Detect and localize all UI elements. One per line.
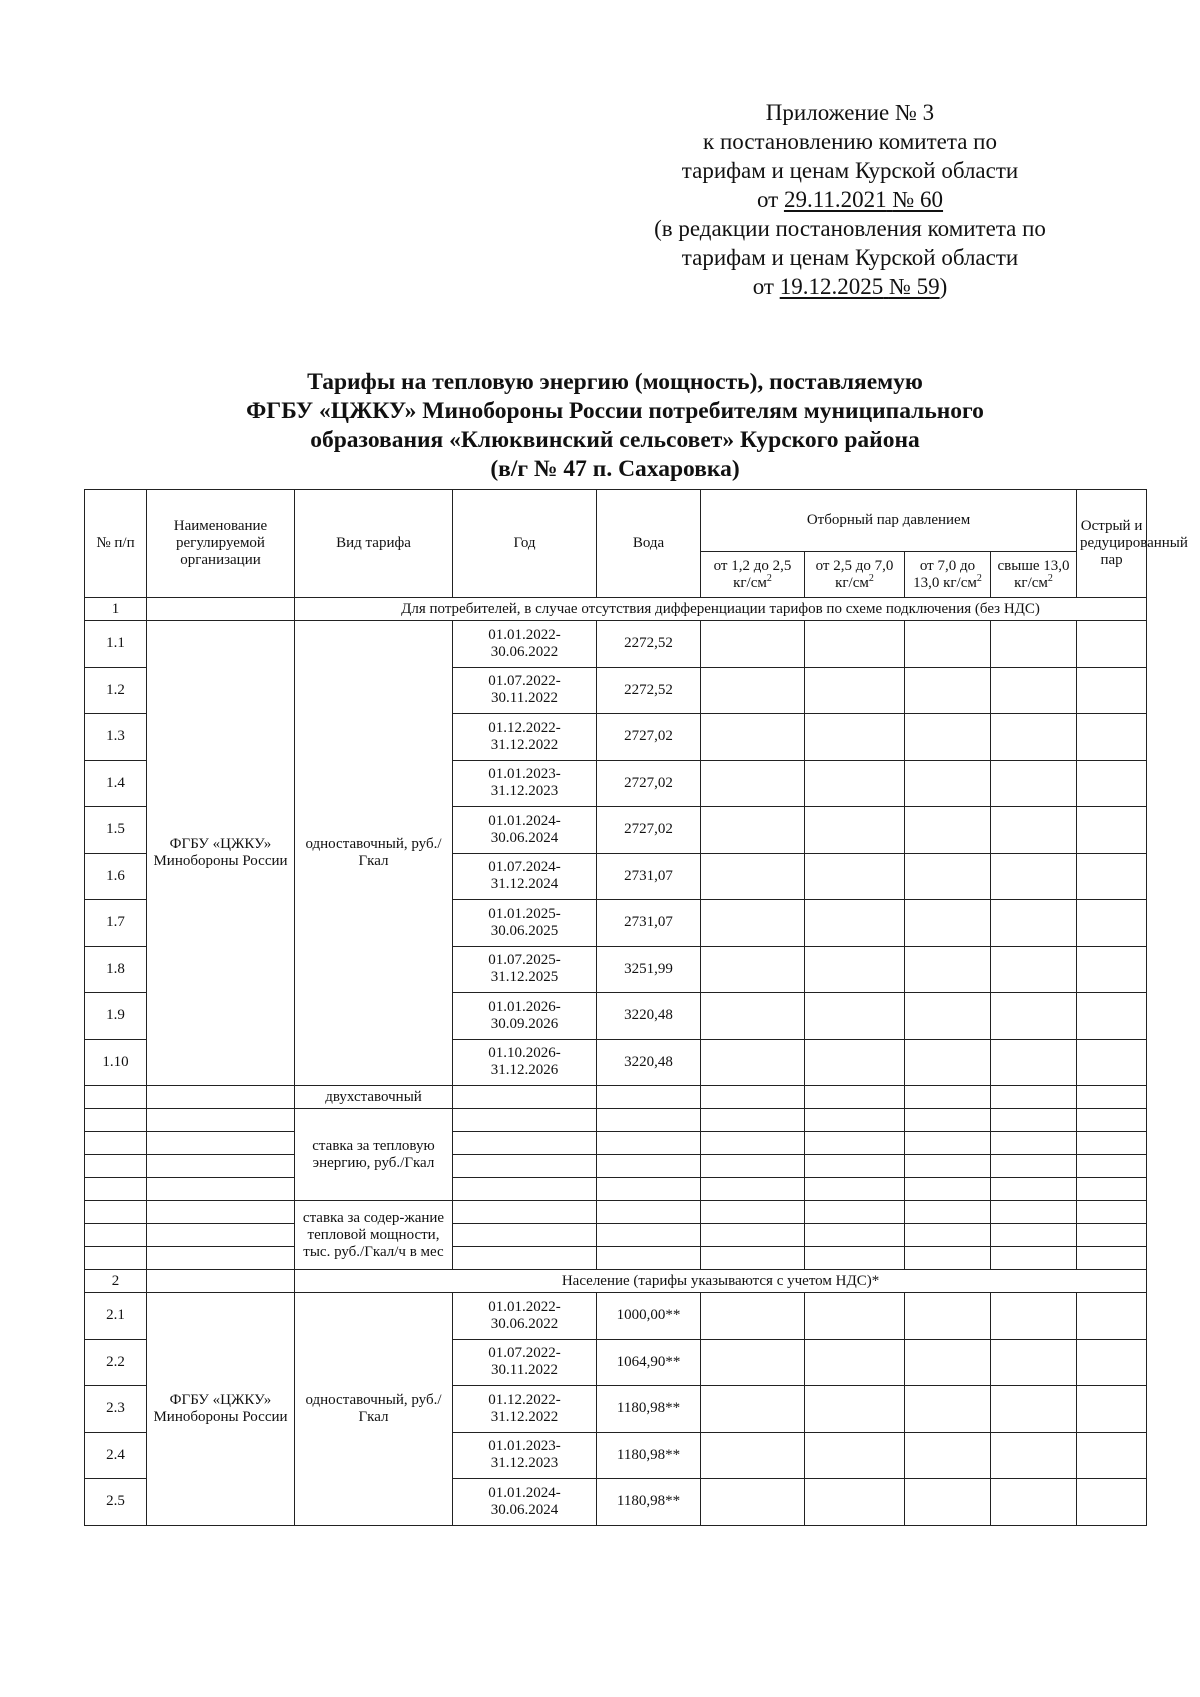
pressure-label: свыше 13,0 кг/см	[997, 557, 1070, 591]
empty-cell	[991, 993, 1077, 1040]
empty-cell	[597, 1086, 701, 1109]
empty-cell	[805, 993, 905, 1040]
empty-cell	[905, 1293, 991, 1340]
empty-cell	[805, 1178, 905, 1201]
two-part-label: двухставочный	[295, 1086, 453, 1109]
sq-sup: 2	[868, 572, 874, 584]
pressure-label: от 2,5 до 7,0 кг/см	[815, 557, 894, 591]
table-row	[85, 621, 1147, 668]
empty-cell	[805, 853, 905, 900]
empty-cell	[905, 1386, 991, 1433]
water-value: 2272,52	[597, 621, 701, 668]
empty-cell	[991, 1247, 1077, 1270]
water-value: 1180,98**	[597, 1386, 701, 1433]
empty-cell	[991, 1293, 1077, 1340]
pressure-label: от 7,0 до 13,0 кг/см	[913, 557, 977, 591]
header-pressure-2	[805, 552, 905, 598]
sq-sup: 2	[976, 572, 982, 584]
empty-cell	[991, 946, 1077, 993]
empty-cell	[905, 1247, 991, 1270]
empty-cell	[805, 1386, 905, 1433]
empty-cell	[991, 1039, 1077, 1086]
section-row	[85, 1270, 1147, 1293]
period: 01.07.2022- 30.11.2022	[453, 667, 597, 714]
empty-cell	[1077, 760, 1147, 807]
empty-cell	[905, 900, 991, 947]
empty-cell	[701, 1039, 805, 1086]
water-value: 2727,02	[597, 760, 701, 807]
empty-cell	[905, 1039, 991, 1086]
water-value: 2727,02	[597, 714, 701, 761]
empty-cell	[991, 1201, 1077, 1224]
empty-cell	[701, 1247, 805, 1270]
row-num	[85, 1132, 147, 1155]
empty-cell	[147, 1201, 295, 1224]
empty-cell	[147, 1109, 295, 1132]
water-value: 3220,48	[597, 1039, 701, 1086]
empty-cell	[1077, 807, 1147, 854]
empty-cell	[1077, 1039, 1147, 1086]
empty-cell	[1077, 1293, 1147, 1340]
empty-cell	[597, 1224, 701, 1247]
row-num	[85, 1224, 147, 1247]
empty-cell	[597, 1247, 701, 1270]
empty-cell	[147, 1224, 295, 1247]
empty-cell	[701, 946, 805, 993]
empty-cell	[905, 621, 991, 668]
empty-cell	[701, 1178, 805, 1201]
water-value: 2731,07	[597, 853, 701, 900]
sq-sup: 2	[766, 572, 772, 584]
table-row	[85, 1293, 1147, 1340]
empty-cell	[597, 1155, 701, 1178]
rate-capacity-row	[85, 1224, 1147, 1247]
empty-cell	[701, 900, 805, 947]
empty-cell	[905, 714, 991, 761]
appendix-header	[600, 98, 1100, 301]
empty-cell	[701, 667, 805, 714]
empty-cell	[805, 1432, 905, 1479]
rate-capacity-row	[85, 1201, 1147, 1224]
empty-cell	[805, 946, 905, 993]
empty-cell	[1077, 993, 1147, 1040]
empty-cell	[991, 714, 1077, 761]
header-steam: Отборный пар давлением	[701, 490, 1077, 552]
empty-cell	[905, 807, 991, 854]
empty-cell	[905, 1201, 991, 1224]
empty-cell	[701, 1201, 805, 1224]
empty-cell	[905, 1086, 991, 1109]
empty-cell	[991, 1178, 1077, 1201]
empty-cell	[453, 1155, 597, 1178]
row-num	[85, 1201, 147, 1224]
empty-cell	[991, 1432, 1077, 1479]
header-water: Вода	[597, 490, 701, 598]
tariff-table	[84, 489, 1188, 1526]
appendix-line: Приложение № 3	[765, 100, 935, 125]
pressure-label: от 1,2 до 2,5 кг/см	[713, 557, 792, 591]
row-num: 1.7	[85, 900, 147, 947]
empty-cell	[805, 1293, 905, 1340]
section-label: Население (тарифы указываются с учетом НДС)*	[295, 1270, 1147, 1293]
empty-cell	[805, 760, 905, 807]
section-empty	[147, 598, 295, 621]
empty-cell	[1077, 1479, 1147, 1526]
empty-cell	[805, 1039, 905, 1086]
row-num: 1.1	[85, 621, 147, 668]
empty-cell	[905, 1178, 991, 1201]
water-value: 3251,99	[597, 946, 701, 993]
appendix-line: (в редакции постановления комитета по	[654, 216, 1046, 241]
row-num	[85, 1155, 147, 1178]
period: 01.01.2024- 30.06.2024	[453, 807, 597, 854]
rate-energy-row	[85, 1132, 1147, 1155]
tariff-type: одноставочный, руб./Гкал	[295, 621, 453, 1086]
appendix-line: к постановлению комитета по	[703, 129, 997, 154]
empty-cell	[991, 667, 1077, 714]
empty-cell	[701, 1339, 805, 1386]
title-line: (в/г № 47 п. Сахаровка)	[490, 456, 740, 482]
appendix-prefix: от	[756, 187, 784, 212]
title-line: ФГБУ «ЦЖКУ» Минобороны России потребителям муниципального	[246, 398, 984, 424]
rate-energy-row	[85, 1109, 1147, 1132]
empty-cell	[805, 1247, 905, 1270]
header-org: Наименование регулируемой организации	[147, 490, 295, 598]
empty-cell	[805, 900, 905, 947]
empty-cell	[991, 807, 1077, 854]
empty-cell	[701, 1386, 805, 1433]
row-num: 1.10	[85, 1039, 147, 1086]
revision-number: № 59	[888, 274, 940, 299]
row-num: 2.3	[85, 1386, 147, 1433]
empty-cell	[147, 1155, 295, 1178]
water-value: 1064,90**	[597, 1339, 701, 1386]
empty-cell	[147, 1247, 295, 1270]
water-value: 2272,52	[597, 667, 701, 714]
empty-cell	[805, 807, 905, 854]
empty-cell	[147, 1086, 295, 1109]
empty-cell	[1077, 900, 1147, 947]
water-value: 3220,48	[597, 993, 701, 1040]
empty-cell	[805, 1109, 905, 1132]
row-num: 1.8	[85, 946, 147, 993]
header-year: Год	[453, 490, 597, 598]
header-row	[85, 490, 1147, 552]
empty-cell	[1077, 1086, 1147, 1109]
rate-energy-label: ставка за тепловую энергию, руб./Гкал	[295, 1109, 453, 1201]
empty-cell	[701, 1479, 805, 1526]
empty-cell	[1077, 1155, 1147, 1178]
empty-cell	[597, 1109, 701, 1132]
empty-cell	[805, 1201, 905, 1224]
empty-cell	[453, 1224, 597, 1247]
empty-cell	[147, 1132, 295, 1155]
period: 01.01.2022- 30.06.2022	[453, 1293, 597, 1340]
empty-cell	[805, 1479, 905, 1526]
header-pressure-3	[905, 552, 991, 598]
period: 01.01.2024- 30.06.2024	[453, 1479, 597, 1526]
sq-sup: 2	[1047, 572, 1053, 584]
empty-cell	[1077, 1109, 1147, 1132]
appendix-suffix: )	[939, 274, 948, 299]
title-line: образования «Клюквинский сельсовет» Курского района	[310, 427, 920, 453]
empty-cell	[701, 853, 805, 900]
row-num: 1.3	[85, 714, 147, 761]
row-num: 1.6	[85, 853, 147, 900]
empty-cell	[991, 760, 1077, 807]
water-value: 1180,98**	[597, 1432, 701, 1479]
row-num	[85, 1086, 147, 1109]
empty-cell	[701, 621, 805, 668]
empty-cell	[991, 1132, 1077, 1155]
section-row	[85, 598, 1147, 621]
empty-cell	[701, 1109, 805, 1132]
water-value: 2727,02	[597, 807, 701, 854]
empty-cell	[701, 760, 805, 807]
empty-cell	[1077, 667, 1147, 714]
empty-cell	[905, 1432, 991, 1479]
empty-cell	[1077, 1201, 1147, 1224]
period: 01.10.2026- 31.12.2026	[453, 1039, 597, 1086]
empty-cell	[1077, 1178, 1147, 1201]
period: 01.07.2022- 30.11.2022	[453, 1339, 597, 1386]
empty-cell	[453, 1109, 597, 1132]
empty-cell	[905, 1109, 991, 1132]
period: 01.01.2023- 31.12.2023	[453, 760, 597, 807]
empty-cell	[991, 1086, 1077, 1109]
empty-cell	[805, 714, 905, 761]
row-num: 2.5	[85, 1479, 147, 1526]
empty-cell	[453, 1201, 597, 1224]
empty-cell	[453, 1086, 597, 1109]
appendix-line	[600, 272, 1100, 301]
empty-cell	[597, 1178, 701, 1201]
empty-cell	[805, 667, 905, 714]
empty-cell	[1077, 1339, 1147, 1386]
appendix-line	[600, 185, 1100, 214]
empty-cell	[905, 1479, 991, 1526]
rate-energy-row	[85, 1178, 1147, 1201]
title-line: Тарифы на тепловую энергию (мощность), поставляемую	[307, 369, 923, 395]
row-num: 1.5	[85, 807, 147, 854]
empty-cell	[453, 1178, 597, 1201]
empty-cell	[805, 621, 905, 668]
row-num	[85, 1247, 147, 1270]
empty-cell	[991, 1339, 1077, 1386]
header-num: № п/п	[85, 490, 147, 598]
water-value: 1000,00**	[597, 1293, 701, 1340]
empty-cell	[805, 1132, 905, 1155]
empty-cell	[701, 1293, 805, 1340]
empty-cell	[1077, 714, 1147, 761]
empty-cell	[701, 1432, 805, 1479]
empty-cell	[1077, 1247, 1147, 1270]
row-num	[85, 1109, 147, 1132]
section-num: 2	[85, 1270, 147, 1293]
header-pressure-1	[701, 552, 805, 598]
empty-cell	[905, 667, 991, 714]
empty-cell	[905, 946, 991, 993]
empty-cell	[805, 1339, 905, 1386]
row-num: 2.4	[85, 1432, 147, 1479]
two-part-row	[85, 1086, 1147, 1109]
water-value: 1180,98**	[597, 1479, 701, 1526]
document-title	[180, 368, 1050, 484]
empty-cell	[1077, 946, 1147, 993]
empty-cell	[991, 1224, 1077, 1247]
empty-cell	[991, 853, 1077, 900]
period: 01.12.2022- 31.12.2022	[453, 1386, 597, 1433]
empty-cell	[701, 714, 805, 761]
appendix-line: тарифам и ценам Курской области	[681, 158, 1019, 183]
section-empty	[147, 1270, 295, 1293]
rate-capacity-row	[85, 1247, 1147, 1270]
empty-cell	[905, 760, 991, 807]
empty-cell	[905, 1155, 991, 1178]
row-num: 2.2	[85, 1339, 147, 1386]
rate-energy-row	[85, 1155, 1147, 1178]
period: 01.01.2026- 30.09.2026	[453, 993, 597, 1040]
empty-cell	[905, 993, 991, 1040]
empty-cell	[1077, 1132, 1147, 1155]
empty-cell	[701, 993, 805, 1040]
empty-cell	[991, 1109, 1077, 1132]
empty-cell	[991, 900, 1077, 947]
empty-cell	[701, 1086, 805, 1109]
resolution-number: № 60	[892, 187, 944, 212]
period: 01.07.2024- 31.12.2024	[453, 853, 597, 900]
empty-cell	[991, 1479, 1077, 1526]
empty-cell	[1077, 1432, 1147, 1479]
rate-capacity-label: ставка за содер-жание тепловой мощности, тыс. руб./Гкал/ч в мес	[295, 1201, 453, 1270]
period: 01.07.2025- 31.12.2025	[453, 946, 597, 993]
period: 01.01.2025- 30.06.2025	[453, 900, 597, 947]
tariff-type: одноставочный, руб./Гкал	[295, 1293, 453, 1526]
empty-cell	[805, 1224, 905, 1247]
empty-cell	[701, 807, 805, 854]
header-sharp-steam: Острый и редуцированный пар	[1077, 490, 1147, 598]
row-num: 1.4	[85, 760, 147, 807]
period: 01.12.2022- 31.12.2022	[453, 714, 597, 761]
section-label: Для потребителей, в случае отсутствия дифференциации тарифов по схеме подключения (без НДС)	[295, 598, 1147, 621]
water-value: 2731,07	[597, 900, 701, 947]
empty-cell	[991, 1386, 1077, 1433]
period: 01.01.2023- 31.12.2023	[453, 1432, 597, 1479]
empty-cell	[147, 1178, 295, 1201]
empty-cell	[805, 1086, 905, 1109]
header-pressure-4	[991, 552, 1077, 598]
row-num: 1.9	[85, 993, 147, 1040]
empty-cell	[905, 853, 991, 900]
empty-cell	[701, 1132, 805, 1155]
empty-cell	[1077, 1224, 1147, 1247]
period: 01.01.2022- 30.06.2022	[453, 621, 597, 668]
empty-cell	[1077, 1386, 1147, 1433]
appendix-line: тарифам и ценам Курской области	[681, 245, 1019, 270]
empty-cell	[597, 1132, 701, 1155]
resolution-date: 29.11.2021	[783, 187, 887, 212]
section-num: 1	[85, 598, 147, 621]
header-tariff-type: Вид тарифа	[295, 490, 453, 598]
empty-cell	[905, 1339, 991, 1386]
empty-cell	[1077, 853, 1147, 900]
empty-cell	[453, 1132, 597, 1155]
empty-cell	[991, 1155, 1077, 1178]
empty-cell	[701, 1224, 805, 1247]
empty-cell	[905, 1132, 991, 1155]
empty-cell	[991, 621, 1077, 668]
row-num: 2.1	[85, 1293, 147, 1340]
empty-cell	[805, 1155, 905, 1178]
empty-cell	[597, 1201, 701, 1224]
org-name: ФГБУ «ЦЖКУ» Минобороны России	[147, 621, 295, 1086]
row-num: 1.2	[85, 667, 147, 714]
empty-cell	[1077, 621, 1147, 668]
appendix-prefix: от	[752, 274, 780, 299]
empty-cell	[453, 1247, 597, 1270]
row-num	[85, 1178, 147, 1201]
empty-cell	[905, 1224, 991, 1247]
revision-date: 19.12.2025	[779, 274, 884, 299]
org-name: ФГБУ «ЦЖКУ» Минобороны России	[147, 1293, 295, 1526]
empty-cell	[701, 1155, 805, 1178]
